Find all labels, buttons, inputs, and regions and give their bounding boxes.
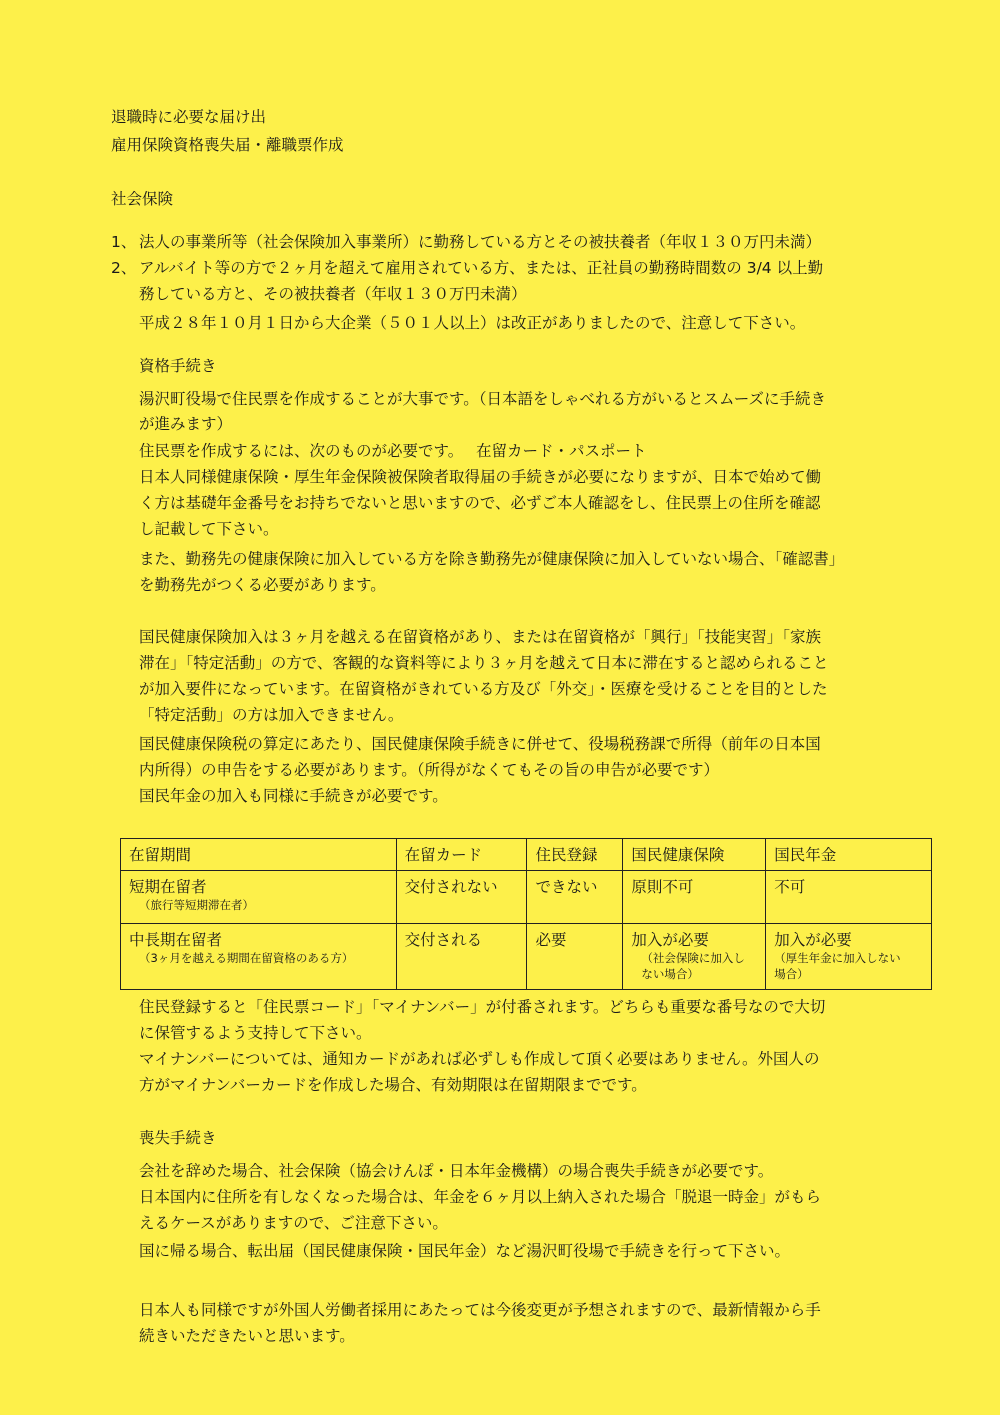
list-item [111, 232, 821, 252]
table-row [121, 871, 932, 924]
table-cell: できない [527, 871, 623, 924]
paragraph-line: 国に帰る場合、転出届（国民健康保険・国民年金）など湯沢町役場で手続きを行って下さい。 [139, 1242, 791, 1260]
list-item [111, 258, 823, 278]
document-title: 退職時に必要な届け出 [111, 108, 267, 126]
list-text: アルバイト等の方で２ヶ月を超えて雇用されている方、または、正社員の勤務時間数の 3/4 以上勤 [139, 259, 824, 277]
table-cell [766, 924, 932, 990]
paragraph-line: 日本国内に住所を有しなくなった場合は、年金を６ヶ月以上納入された場合「脱退一時金」がもら [139, 1188, 822, 1206]
health-note: ない場合） [641, 967, 699, 981]
paragraph-line: が進みます） [139, 415, 233, 433]
closing-line: 日本人も同様ですが外国人労働者採用にあたっては今後変更が予想されますので、最新情報から手 [139, 1301, 821, 1319]
section-heading-loss: 喪失手続き [139, 1129, 217, 1147]
closing-line: 続きいただきたいと思います。 [139, 1327, 355, 1345]
paragraph-line: 住民登録すると「住民票コード」「マイナンバー」が付番されます。どちらも重要な番号なので大切 [139, 998, 826, 1016]
paragraph-line: 国民健康保険税の算定にあたり、国民健康保険手続きに併せて、役場税務課で所得（前年の日本国 [139, 735, 821, 753]
table-cell: 交付される [396, 924, 527, 990]
paragraph-line: 湯沢町役場で住民票を作成することが大事です。（日本語をしゃべれる方がいるとスムーズに手続き [139, 390, 826, 408]
paragraph-line: えるケースがありますので、ご注意下さい。 [139, 1214, 448, 1232]
paragraph-line: 内所得）の申告をする必要があります。（所得がなくてもその旨の申告が必要です） [139, 761, 720, 779]
revision-note: 平成２８年１０月１日から大企業（５０１人以上）は改正がありましたので、注意して下さい。 [139, 314, 806, 332]
paragraph-line: 会社を辞めた場合、社会保険（協会けんぽ・日本年金機構）の場合喪失手続きが必要です。 [139, 1162, 774, 1180]
health-value: 加入が必要 [631, 931, 709, 949]
paragraph-line: 国民健康保険加入は３ヶ月を越える在留資格があり、または在留資格が「興行」「技能実習」「家族 [139, 628, 822, 646]
paragraph-line: が加入要件になっています。在留資格がきれている方及び「外交」・医療を受けることを目的とした [139, 680, 828, 698]
paragraph-line: く方は基礎年金番号をお持ちでないと思いますので、必ずご本人確認をし、住民票上の住所を確認 [139, 494, 821, 512]
paragraph-line: 住民票を作成するには、次のものが必要です。 在留カード・パスポート [139, 442, 647, 460]
section-heading-social-insurance: 社会保険 [111, 190, 174, 208]
list-number: 1、 [111, 233, 137, 251]
paragraph-line: 「特定活動」の方は加入できません。 [139, 706, 404, 724]
section-heading-acquisition: 資格手続き [139, 357, 217, 375]
table-cell: 原則不可 [623, 871, 766, 924]
table-cell: 必要 [527, 924, 623, 990]
list-text: 法人の事業所等（社会保険加入事業所）に勤務している方とその被扶養者（年収１３０万円未満） [139, 233, 822, 251]
list-item-continuation: 務している方と、その被扶養者（年収１３０万円未満） [139, 285, 527, 303]
table-cell [623, 924, 766, 990]
paragraph-line: マイナンバーについては、通知カードがあれば必ずしも作成して頂く必要はありません。外国人の [139, 1050, 820, 1068]
table-row [121, 924, 932, 990]
list-number: 2、 [111, 259, 137, 277]
period-note: （3ヶ月を越える期間在留資格のある方） [139, 951, 354, 965]
paragraph-line: 日本人同様健康保険・厚生年金保険被保険者取得届の手続きが必要になりますが、日本で始めて働 [139, 468, 822, 486]
paragraph-line: を勤務先がつくる必要があります。 [139, 576, 386, 594]
table-header-cell: 住民登録 [527, 839, 623, 871]
table-header-cell: 国民健康保険 [623, 839, 766, 871]
table-header-cell: 在留期間 [121, 839, 397, 871]
period-label: 短期在留者 [129, 878, 207, 896]
table-cell: 不可 [766, 871, 932, 924]
paragraph-line: 滞在」「特定活動」の方で、客観的な資料等により３ヶ月を越えて日本に滞在すると認められること [139, 654, 829, 672]
paragraph-line: し記載して下さい。 [139, 520, 279, 538]
table-cell [121, 871, 397, 924]
paragraph-line: 国民年金の加入も同様に手続きが必要です。 [139, 787, 448, 805]
document-subtitle: 雇用保険資格喪失届・離職票作成 [111, 136, 344, 154]
paragraph-line: また、勤務先の健康保険に加入している方を除き勤務先が健康保険に加入していない場合、「確認書」 [139, 550, 845, 568]
period-note: （旅行等短期滞在者） [139, 898, 254, 912]
table-header-cell: 在留カード [396, 839, 527, 871]
pension-note: （厚生年金に加入しない [774, 951, 901, 965]
table-cell [121, 924, 397, 990]
paragraph-line: 方がマイナンバーカードを作成した場合、有効期限は在留期限までです。 [139, 1076, 647, 1094]
health-note: （社会保険に加入し [641, 951, 745, 965]
period-label: 中長期在留者 [129, 931, 223, 949]
table-header-cell: 国民年金 [766, 839, 932, 871]
paragraph-line: に保管するよう支持して下さい。 [139, 1024, 372, 1042]
pension-value: 加入が必要 [774, 931, 852, 949]
table-cell: 交付されない [396, 871, 527, 924]
residence-status-table [120, 838, 932, 990]
table-header-row [121, 839, 932, 871]
pension-note: 場合） [774, 967, 809, 981]
